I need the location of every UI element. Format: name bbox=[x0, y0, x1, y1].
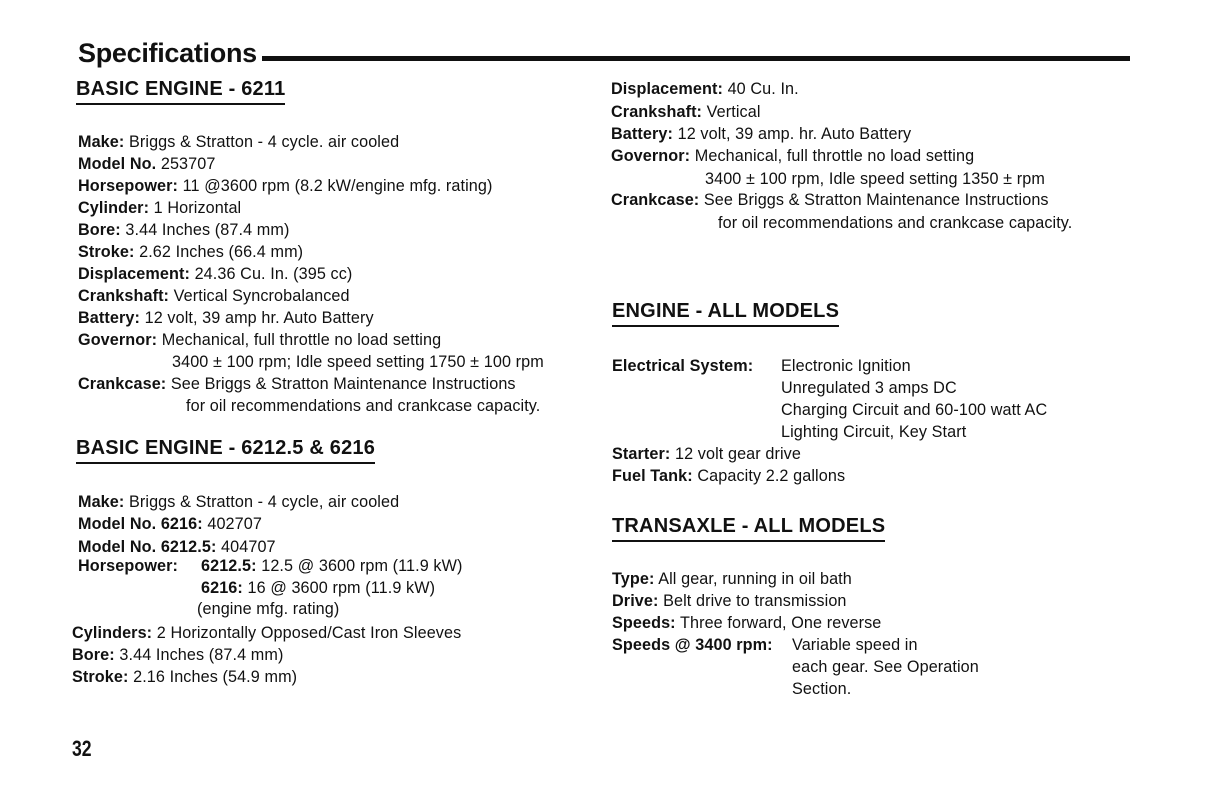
spec-label: Model No. bbox=[78, 155, 157, 173]
spec-label: Crankcase: bbox=[611, 191, 700, 209]
spec-label: 6212.5: bbox=[201, 557, 257, 575]
spec-value: All gear, running in oil bath bbox=[658, 570, 852, 588]
spec-value: See Briggs & Stratton Maintenance Instructions bbox=[170, 375, 516, 393]
spec-cylinders bbox=[72, 622, 461, 644]
spec-label: 6216: bbox=[201, 579, 243, 597]
spec-label: Displacement: bbox=[611, 80, 723, 98]
spec-horsepower-6212-5 bbox=[201, 555, 463, 577]
spec-model-no bbox=[78, 153, 215, 175]
spec-value: 2 Horizontally Opposed/Cast Iron Sleeves bbox=[156, 624, 462, 642]
spec-label: Horsepower: bbox=[78, 177, 179, 195]
spec-value: 16 @ 3600 rpm (11.9 kW) bbox=[247, 579, 436, 597]
spec-horsepower-2 bbox=[78, 555, 178, 577]
spec-label: Horsepower: bbox=[78, 557, 179, 575]
spec-value: 12 volt, 39 amp hr. Auto Battery bbox=[144, 309, 374, 327]
spec-electrical-line-4: Lighting Circuit, Key Start bbox=[781, 423, 967, 441]
spec-label: Speeds: bbox=[612, 614, 676, 632]
spec-value: Capacity 2.2 gallons bbox=[697, 467, 846, 485]
spec-speeds bbox=[612, 612, 881, 634]
spec-governor-cont-continued: 3400 ± 100 rpm, Idle speed setting 1350 ± rpm bbox=[705, 170, 1045, 188]
spec-label: Governor: bbox=[78, 331, 158, 349]
spec-label: Stroke: bbox=[78, 243, 135, 261]
spec-label: Cylinders: bbox=[72, 624, 153, 642]
spec-value: 12 volt gear drive bbox=[674, 445, 801, 463]
spec-speeds-3400 bbox=[612, 634, 773, 656]
spec-battery bbox=[78, 307, 374, 329]
spec-electrical-line-2: Unregulated 3 amps DC bbox=[781, 379, 957, 397]
spec-electrical-line-3: Charging Circuit and 60-100 watt AC bbox=[781, 401, 1048, 419]
spec-label: Governor: bbox=[611, 147, 691, 165]
spec-electrical-line-1: Electronic Ignition bbox=[781, 357, 911, 375]
spec-value: 12 volt, 39 amp. hr. Auto Battery bbox=[677, 125, 912, 143]
spec-horsepower-note: (engine mfg. rating) bbox=[197, 600, 340, 618]
spec-crankcase-continued: for oil recommendations and crankcase capacity. bbox=[186, 397, 541, 415]
spec-value: Vertical bbox=[706, 103, 761, 121]
spec-cylinder bbox=[78, 197, 241, 219]
spec-value: Three forward, One reverse bbox=[679, 614, 882, 632]
spec-make-2 bbox=[78, 491, 399, 513]
spec-drive bbox=[612, 590, 847, 612]
spec-value: 11 @3600 rpm (8.2 kW/engine mfg. rating) bbox=[182, 177, 493, 195]
page-header bbox=[78, 32, 1130, 68]
page-number: 32 bbox=[72, 736, 92, 761]
spec-crankcase-cont bbox=[611, 189, 1049, 211]
spec-starter bbox=[612, 443, 801, 465]
spec-crankcase bbox=[78, 373, 516, 395]
spec-make bbox=[78, 131, 399, 153]
spec-horsepower bbox=[78, 175, 493, 197]
spec-value: 12.5 @ 3600 rpm (11.9 kW) bbox=[261, 557, 463, 575]
spec-value: Briggs & Stratton - 4 cycle, air cooled bbox=[129, 493, 400, 511]
spec-label: Battery: bbox=[78, 309, 140, 327]
spec-label: Type: bbox=[612, 570, 655, 588]
heading-engine-all-models: ENGINE - ALL MODELS bbox=[612, 299, 839, 327]
spec-value: 2.62 Inches (66.4 mm) bbox=[139, 243, 304, 261]
spec-type bbox=[612, 568, 852, 590]
spec-label: Cylinder: bbox=[78, 199, 150, 217]
spec-value: 24.36 Cu. In. (395 cc) bbox=[194, 265, 353, 283]
spec-label: Make: bbox=[78, 133, 125, 151]
spec-value: 3.44 Inches (87.4 mm) bbox=[119, 646, 284, 664]
spec-label: Crankshaft: bbox=[78, 287, 170, 305]
spec-crankcase-cont-continued: for oil recommendations and crankcase capacity. bbox=[718, 214, 1073, 232]
spec-value: Mechanical, full throttle no load setting bbox=[694, 147, 975, 165]
spec-battery-cont bbox=[611, 123, 911, 145]
spec-label: Model No. 6216: bbox=[78, 515, 203, 533]
spec-value: Vertical Syncrobalanced bbox=[173, 287, 350, 305]
spec-fuel-tank bbox=[612, 465, 845, 487]
spec-label: Battery: bbox=[611, 125, 673, 143]
spec-label: Model No. 6212.5: bbox=[78, 538, 217, 556]
spec-crankshaft-cont bbox=[611, 101, 761, 123]
spec-value: See Briggs & Stratton Maintenance Instructions bbox=[703, 191, 1049, 209]
spec-value: 3.44 Inches (87.4 mm) bbox=[125, 221, 290, 239]
spec-value: 404707 bbox=[221, 538, 276, 556]
heading-basic-engine-6212-6216: BASIC ENGINE - 6212.5 & 6216 bbox=[76, 436, 375, 464]
spec-speeds-3400-line-3: Section. bbox=[792, 680, 852, 698]
spec-label: Displacement: bbox=[78, 265, 190, 283]
spec-value: Belt drive to transmission bbox=[663, 592, 847, 610]
spec-bore bbox=[78, 219, 289, 241]
spec-value: Briggs & Stratton - 4 cycle. air cooled bbox=[129, 133, 400, 151]
spec-value: Mechanical, full throttle no load setting bbox=[161, 331, 442, 349]
spec-value: 253707 bbox=[160, 155, 216, 173]
spec-value: 1 Horizontal bbox=[153, 199, 242, 217]
heading-transaxle-all-models: TRANSAXLE - ALL MODELS bbox=[612, 514, 885, 542]
spec-bore-2 bbox=[72, 644, 283, 666]
spec-label: Fuel Tank: bbox=[612, 467, 693, 485]
spec-speeds-3400-line-1: Variable speed in bbox=[792, 636, 918, 654]
heading-basic-engine-6211: BASIC ENGINE - 6211 bbox=[76, 77, 285, 105]
spec-label: Starter: bbox=[612, 445, 671, 463]
spec-stroke-2 bbox=[72, 666, 297, 688]
page-title: Specifications bbox=[78, 38, 257, 68]
spec-label: Crankcase: bbox=[78, 375, 167, 393]
spec-horsepower-6216 bbox=[201, 577, 435, 599]
spec-label: Drive: bbox=[612, 592, 659, 610]
spec-electrical-system bbox=[612, 355, 753, 377]
spec-governor-continued: 3400 ± 100 rpm; Idle speed setting 1750 ± 100 rpm bbox=[172, 353, 544, 371]
spec-value: 40 Cu. In. bbox=[727, 80, 799, 98]
spec-displacement-cont bbox=[611, 78, 799, 100]
spec-crankshaft bbox=[78, 285, 350, 307]
spec-label: Crankshaft: bbox=[611, 103, 703, 121]
spec-displacement bbox=[78, 263, 352, 285]
spec-governor bbox=[78, 329, 441, 351]
spec-label: Bore: bbox=[72, 646, 115, 664]
spec-label: Speeds @ 3400 rpm: bbox=[612, 636, 773, 654]
title-rule bbox=[262, 56, 1130, 61]
spec-label: Make: bbox=[78, 493, 125, 511]
spec-speeds-3400-line-2: each gear. See Operation bbox=[792, 658, 979, 676]
spec-label: Stroke: bbox=[72, 668, 129, 686]
spec-label: Bore: bbox=[78, 221, 121, 239]
spec-label: Electrical System: bbox=[612, 357, 754, 375]
spec-stroke bbox=[78, 241, 303, 263]
spec-value: 402707 bbox=[207, 515, 262, 533]
spec-governor-cont bbox=[611, 145, 974, 167]
spec-model-6216 bbox=[78, 513, 262, 535]
spec-value: 2.16 Inches (54.9 mm) bbox=[133, 668, 298, 686]
